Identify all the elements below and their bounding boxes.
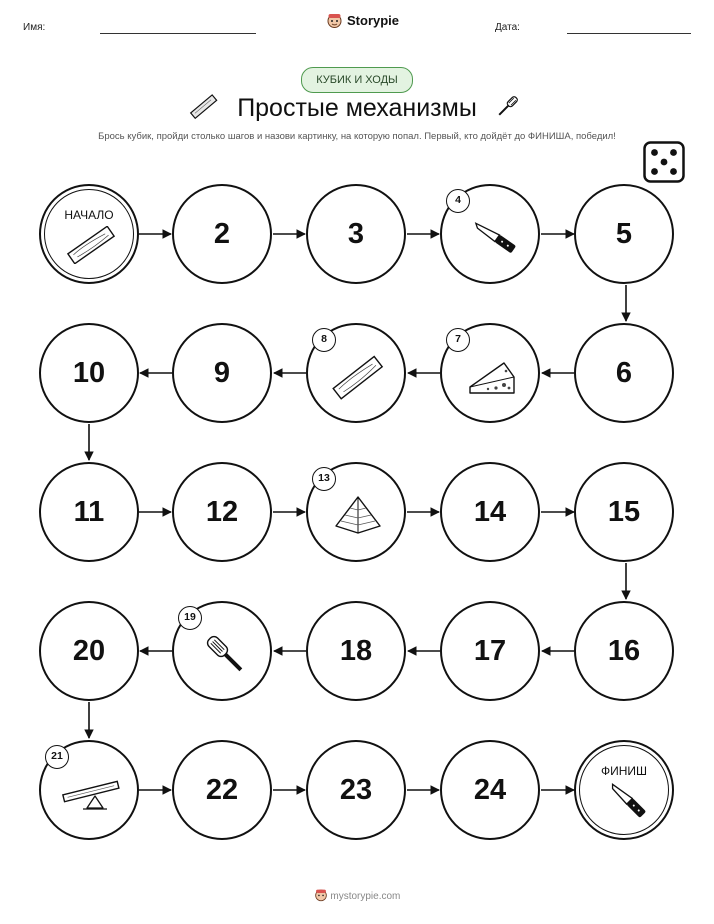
cell-22: 22 bbox=[172, 740, 272, 840]
cell-6: 6 bbox=[574, 323, 674, 423]
cell-19 bbox=[172, 601, 272, 701]
cell-number-badge: 8 bbox=[312, 328, 336, 352]
cell-number-badge: 13 bbox=[312, 467, 336, 491]
wedge-icon bbox=[466, 355, 522, 399]
cell-15: 15 bbox=[574, 462, 674, 562]
cell-12: 12 bbox=[172, 462, 272, 562]
cell-11: 11 bbox=[39, 462, 139, 562]
brand-name: Storypie bbox=[347, 13, 400, 28]
cell-number-badge: 4 bbox=[446, 189, 470, 213]
cell-number-badge: 7 bbox=[446, 328, 470, 352]
cell-4 bbox=[440, 184, 540, 284]
cell-finish bbox=[574, 740, 674, 840]
cell-16: 16 bbox=[574, 601, 674, 701]
cell-number-badge: 19 bbox=[178, 606, 202, 630]
cell-10: 10 bbox=[39, 323, 139, 423]
screwdriver-icon bbox=[200, 629, 252, 681]
knife-icon bbox=[602, 780, 650, 824]
cell-21 bbox=[39, 740, 139, 840]
instructions: Брось кубик, пройди столько шагов и назови картинку, на которую попал. Первый, кто дойдёт до ФИНИША, победил! bbox=[98, 131, 616, 142]
plank-icon bbox=[330, 353, 386, 403]
start-label: НАЧАЛО bbox=[64, 208, 114, 222]
cell-9: 9 bbox=[172, 323, 272, 423]
finish-label: ФИНИШ bbox=[600, 764, 648, 778]
cell-5: 5 bbox=[574, 184, 674, 284]
knife-icon bbox=[468, 216, 518, 262]
footer-url[interactable]: mystorypie.com bbox=[330, 891, 401, 902]
game-type-badge: КУБИК И ХОДЫ bbox=[301, 67, 413, 93]
cell-14: 14 bbox=[440, 462, 540, 562]
plank-icon bbox=[65, 226, 117, 264]
cell-number-badge: 21 bbox=[45, 745, 69, 769]
cell-18: 18 bbox=[306, 601, 406, 701]
cell-7 bbox=[440, 323, 540, 423]
cell-3: 3 bbox=[306, 184, 406, 284]
cell-17: 17 bbox=[440, 601, 540, 701]
footer bbox=[0, 888, 714, 902]
cell-20: 20 bbox=[39, 601, 139, 701]
date-label: Дата: bbox=[495, 22, 520, 33]
seesaw-icon bbox=[59, 774, 123, 814]
page-title: Простые механизмы bbox=[237, 94, 477, 122]
cell-8 bbox=[306, 323, 406, 423]
cell-24: 24 bbox=[440, 740, 540, 840]
pyramid-icon bbox=[332, 494, 384, 536]
cell-2: 2 bbox=[172, 184, 272, 284]
cell-13 bbox=[306, 462, 406, 562]
name-label: Имя: bbox=[23, 22, 46, 33]
cell-start bbox=[39, 184, 139, 284]
storypie-mascot-icon bbox=[314, 888, 328, 902]
cell-23: 23 bbox=[306, 740, 406, 840]
